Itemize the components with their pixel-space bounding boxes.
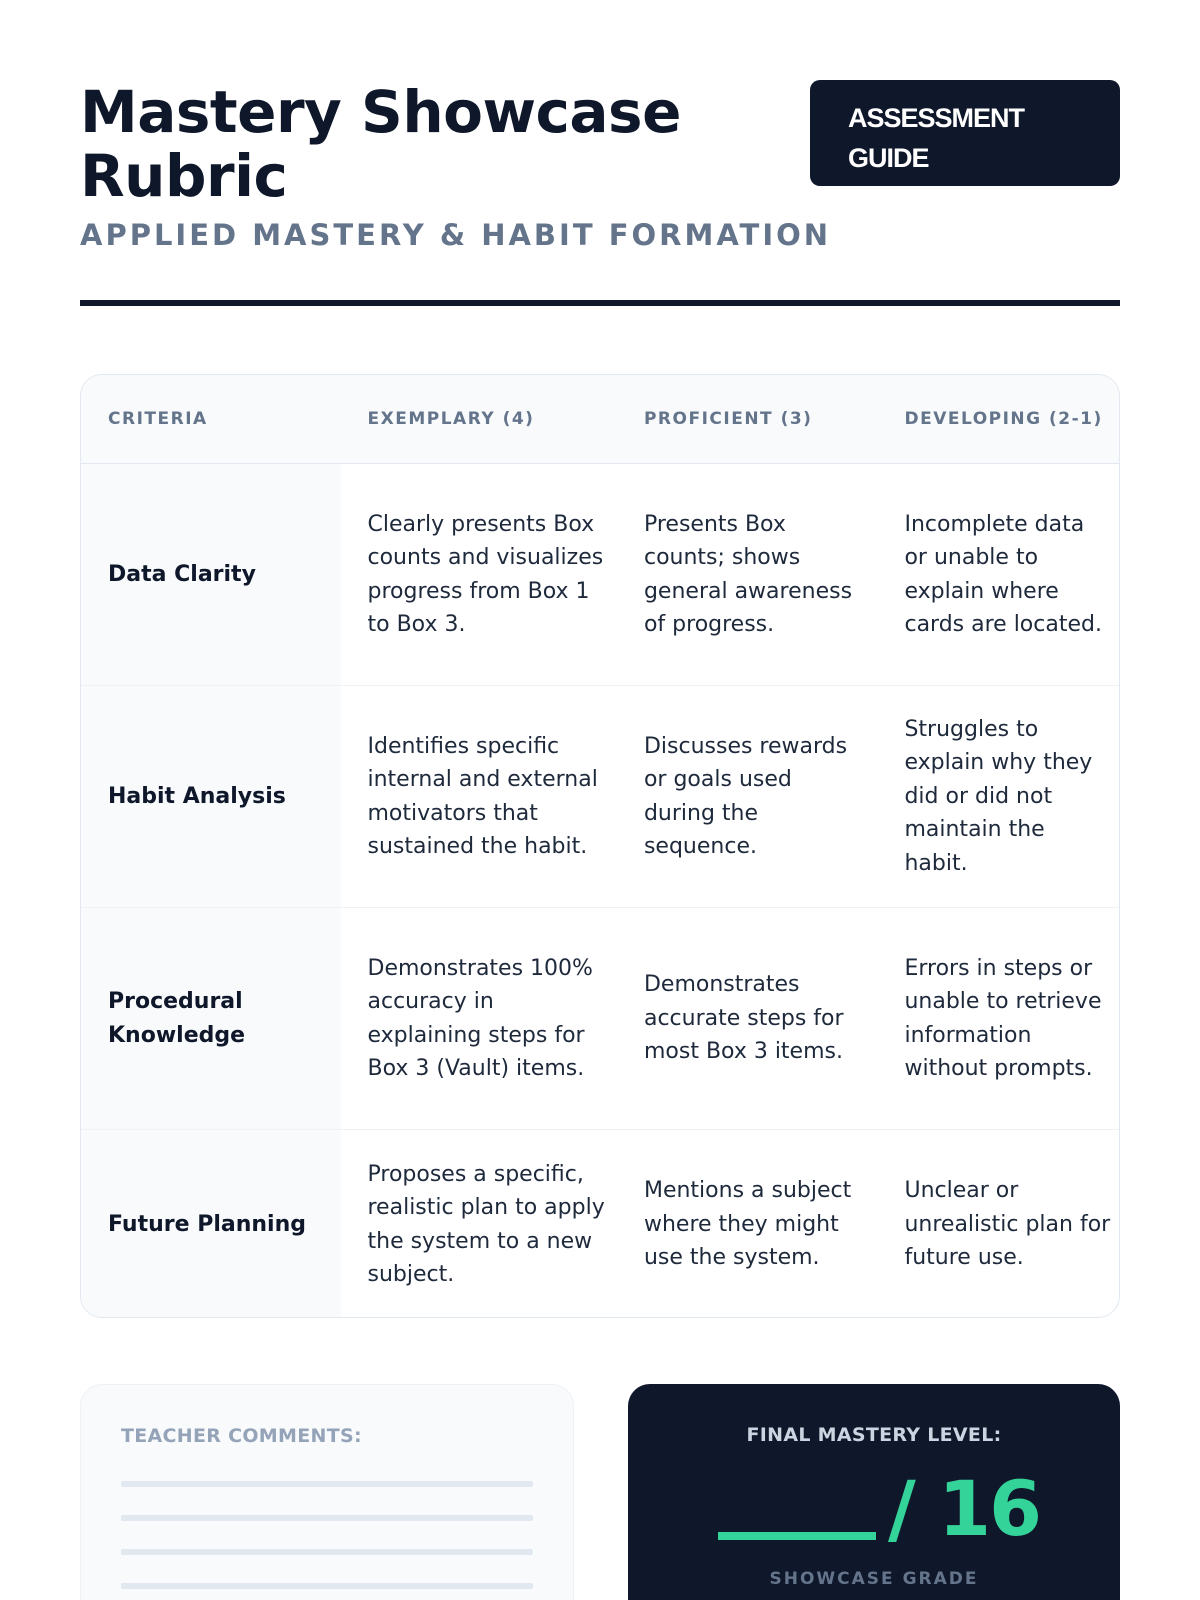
teacher-comments-label: TEACHER COMMENTS:: [121, 1425, 362, 1447]
header-divider: [80, 300, 1120, 306]
criteria-cell: Habit Analysis: [81, 686, 341, 907]
criteria-cell: Data Clarity: [81, 464, 341, 685]
exemplary-cell: Identifies specific internal and external motivators that sustained the habit.: [367, 733, 598, 859]
table-header-row: [81, 375, 1119, 464]
developing-cell: Unclear or unrealistic plan for future use.: [904, 1178, 1111, 1271]
proficient-cell: Mentions a subject where they might use the system.: [643, 1178, 852, 1271]
table-row: [81, 908, 1119, 1130]
developing-cell: Struggles to explain why they did or did not maintain the habit.: [904, 716, 1093, 876]
comment-line[interactable]: [121, 1515, 533, 1521]
page-title: Mastery Showcase Rubric: [80, 78, 681, 210]
assessment-guide-badge: ASSESSMENT GUIDE: [810, 80, 1120, 186]
criteria-cell: Future Planning: [81, 1130, 341, 1318]
score-blank-line[interactable]: [718, 1532, 876, 1540]
final-mastery-label: FINAL MASTERY LEVEL:: [746, 1424, 1002, 1446]
header: [80, 80, 1120, 306]
rubric-table: [80, 374, 1120, 1318]
final-score-card: [628, 1384, 1120, 1600]
page-subtitle: APPLIED MASTERY & HABIT FORMATION: [80, 218, 832, 252]
score-total: / 16: [888, 1464, 1040, 1553]
teacher-comments-box: [80, 1384, 574, 1600]
exemplary-cell: Proposes a specific, realistic plan to apply the system to a new subject.: [367, 1161, 605, 1287]
table-row: [81, 686, 1119, 908]
comment-line[interactable]: [121, 1583, 533, 1589]
proficient-cell: Demonstrates accurate steps for most Box 3 items.: [643, 972, 844, 1065]
exemplary-cell: Demonstrates 100% accuracy in explaining steps for Box 3 (Vault) items.: [367, 955, 593, 1081]
header-developing: DEVELOPING (2-1): [904, 409, 1103, 429]
header-criteria: CRITERIA: [108, 409, 208, 429]
proficient-cell: Discusses rewards or goals used during the sequence.: [643, 733, 848, 859]
comment-line[interactable]: [121, 1549, 533, 1555]
developing-cell: Incomplete data or unable to explain where cards are located.: [904, 511, 1102, 637]
proficient-cell: Presents Box counts; shows general awareness of progress.: [643, 511, 853, 637]
developing-cell: Errors in steps or unable to retrieve information without prompts.: [904, 955, 1102, 1081]
header-exemplary: EXEMPLARY (4): [367, 409, 535, 429]
exemplary-cell: Clearly presents Box counts and visualizes progress from Box 1 to Box 3.: [367, 511, 604, 637]
table-row: [81, 1130, 1119, 1318]
criteria-cell: Procedural Knowledge: [81, 908, 341, 1129]
header-proficient: PROFICIENT (3): [643, 409, 813, 429]
comment-line[interactable]: [121, 1481, 533, 1487]
showcase-grade-caption: SHOWCASE GRADE: [769, 1569, 979, 1589]
table-row: [81, 464, 1119, 686]
